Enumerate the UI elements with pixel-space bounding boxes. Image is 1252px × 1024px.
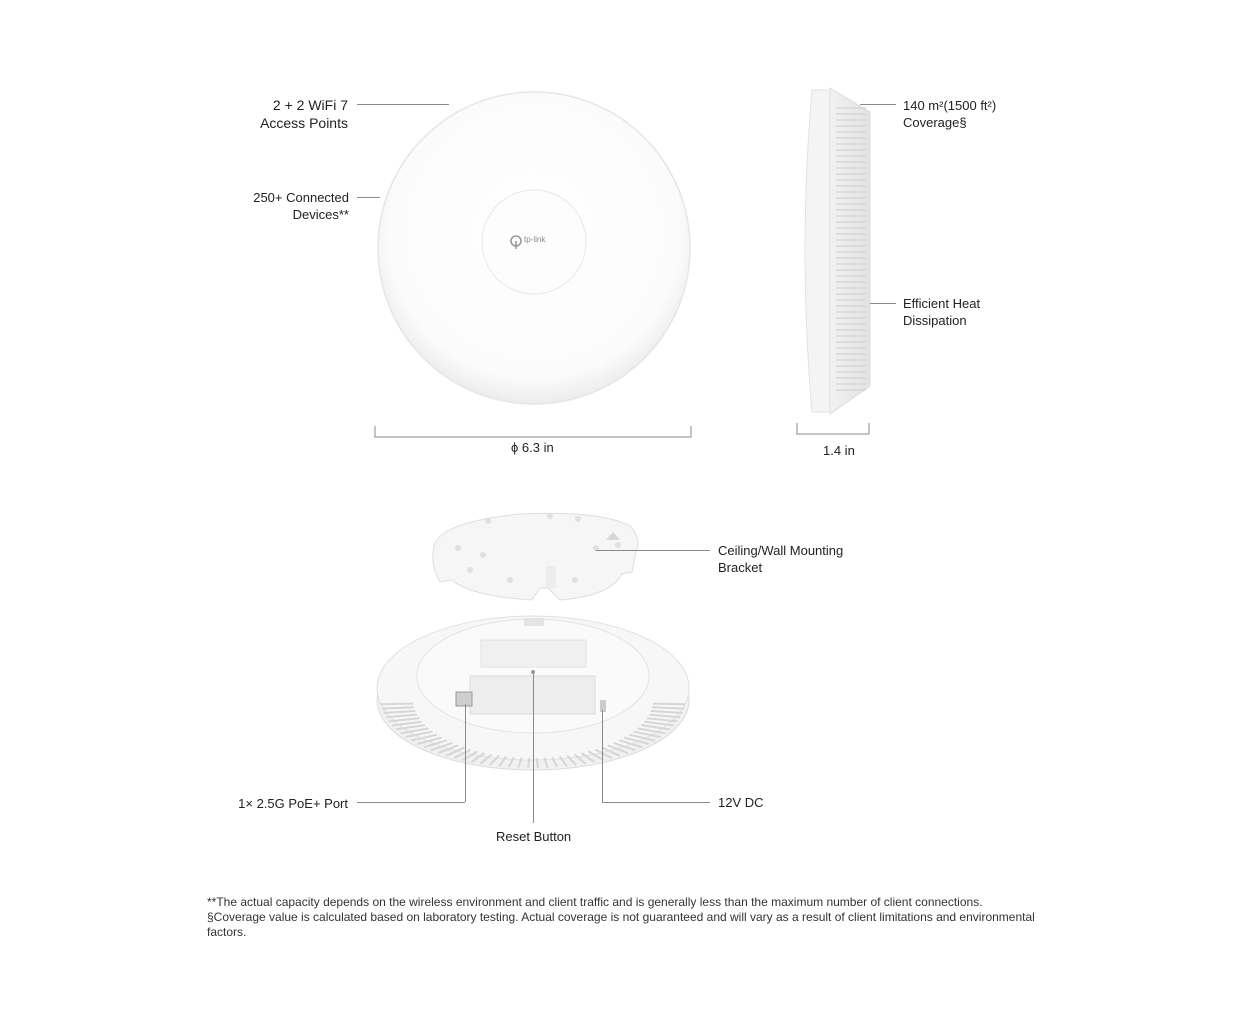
devices-label-line2: Devices**: [292, 207, 349, 222]
leader-bracket: [596, 550, 710, 551]
leader-dc-v: [602, 710, 603, 802]
footnote-capacity: **The actual capacity depends on the wireless environment and client traffic and is generally less than the maximum number of client connections.: [207, 895, 983, 909]
ap-top-view: [378, 92, 690, 404]
poe-port-label: 1× 2.5G PoE+ Port: [238, 796, 348, 811]
leader-heat: [870, 303, 896, 304]
coverage-label: [903, 97, 996, 131]
wifi-label-line2: Access Points: [260, 115, 348, 131]
footnotes: [207, 895, 1047, 940]
leader-dc-h: [602, 802, 710, 803]
heat-label: [903, 295, 980, 329]
bracket-label-line2: Bracket: [718, 560, 763, 575]
heat-label-line2: Dissipation: [903, 313, 967, 328]
bracket-label-line1: Ceiling/Wall Mounting: [718, 543, 844, 558]
footnote-coverage: §Coverage value is calculated based on laboratory testing. Actual coverage is not guaranteed and will vary as a result of client limitations and environmental factors.: [207, 910, 1035, 939]
diameter-label: ϕ 6.3 in: [511, 440, 554, 455]
leader-reset: [533, 673, 534, 823]
tp-link-logo-text: tp-link: [524, 235, 546, 244]
vent-fin: [653, 704, 685, 705]
devices-label-line1: 250+ Connected: [253, 190, 349, 205]
leader-poe-v: [465, 704, 466, 802]
vent-fin: [382, 707, 414, 708]
coverage-label-line1: 140 m²(1500 ft²): [903, 98, 997, 113]
devices-label: [220, 189, 349, 223]
vent-fin: [528, 758, 529, 768]
vent-fin: [381, 704, 413, 705]
dimension-lines: [375, 423, 869, 437]
vent-fin: [537, 758, 538, 768]
thickness-label: 1.4 in: [823, 443, 855, 458]
ap-side-view: [805, 88, 870, 414]
dc-label: 12V DC: [718, 795, 764, 810]
vent-fin: [652, 707, 684, 708]
bracket-label: [718, 542, 843, 576]
coverage-label-line2: Coverage§: [903, 115, 967, 130]
leader-coverage: [860, 104, 896, 105]
mounting-bracket: [433, 513, 638, 600]
heat-label-line1: Efficient Heat: [903, 296, 981, 311]
reset-button-label: Reset Button: [496, 829, 572, 844]
wifi-label-line1: 2 + 2 WiFi 7: [272, 97, 348, 113]
wifi-label: [220, 96, 348, 132]
leader-wifi: [357, 104, 449, 105]
leader-devices: [357, 197, 380, 198]
leader-poe-h: [357, 802, 465, 803]
